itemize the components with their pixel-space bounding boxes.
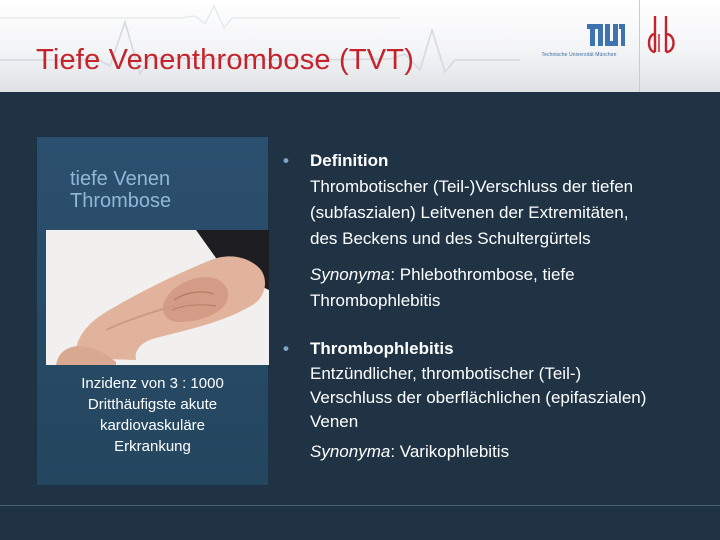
db-logo [646, 12, 682, 56]
leg-photo [46, 230, 269, 365]
text-line: Verschluss der oberflächlichen (epifaszialen) [310, 388, 647, 407]
synonym-text: : Phlebothrombose, tiefe [390, 265, 575, 284]
panel-label [70, 168, 270, 212]
bullet-dot: • [283, 339, 289, 358]
text-line: Thrombotischer (Teil-)Verschluss der tiefen [310, 177, 634, 196]
stats-line: Inzidenz von 3 : 1000 [81, 375, 224, 392]
logo-separator [639, 0, 640, 92]
bottom-divider [0, 505, 720, 506]
tum-subtitle: Technische Universität München [541, 52, 617, 58]
definition-text [283, 174, 713, 252]
image-panel [36, 136, 269, 486]
bullet-thrombophlebitis [283, 336, 713, 362]
tum-logo [586, 22, 626, 48]
definition-synonyms [283, 262, 713, 314]
synonym-line: Thrombophlebitis [310, 291, 441, 310]
incidence-stats [36, 373, 269, 457]
slide-title: Tiefe Venenthrombose (TVT) [36, 44, 415, 76]
stats-line: kardiovaskuläre [99, 417, 206, 434]
synonym-text: : Varikophlebitis [390, 442, 510, 461]
text-line: Venen [310, 412, 359, 431]
panel-label-line: Thrombose [70, 190, 172, 212]
stats-line: Dritthäufigste akute [87, 396, 218, 413]
bullet-dot: • [283, 151, 289, 170]
text-line: Entzündlicher, thrombotischer (Teil-) [310, 364, 582, 383]
bullet-definition [283, 148, 713, 174]
synonym-label: Synonyma [310, 442, 391, 461]
panel-label-line: tiefe Venen [70, 168, 171, 190]
slide-header [0, 0, 720, 92]
stats-line: Erkrankung [114, 438, 191, 455]
bullet-content [283, 148, 713, 464]
text-line: des Beckens und des Schultergürtels [310, 229, 591, 248]
synonym-line [310, 440, 713, 464]
bullet-heading: Thrombophlebitis [310, 339, 454, 358]
synonym-label: Synonyma [310, 265, 391, 284]
bullet-heading: Definition [310, 151, 389, 170]
synonym-line [310, 262, 713, 288]
thrombophlebitis-text [283, 362, 713, 464]
text-line: (subfaszialen) Leitvenen der Extremitäten, [310, 203, 629, 222]
